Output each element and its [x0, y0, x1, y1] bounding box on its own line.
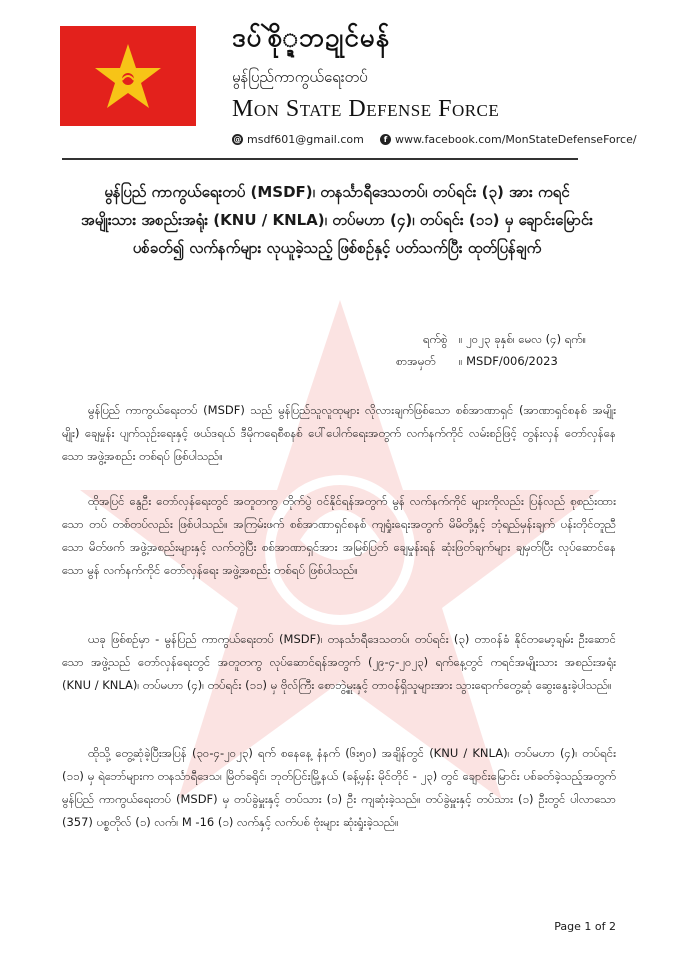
- facebook-text[interactable]: www.facebook.com/MonStateDefenseForce/: [395, 133, 637, 146]
- facebook-contact[interactable]: [380, 133, 637, 146]
- date-value: ။ ၂၀၂၃ ခုနှစ်၊ မေလ (၄) ရက်။: [459, 332, 587, 346]
- letterhead: [0, 0, 674, 170]
- header-divider: [62, 158, 578, 160]
- org-name-english: Mon State Defense Force: [232, 96, 500, 122]
- paragraph-4: ထိုသို့ တွေ့ဆုံခဲ့ပြီးအပြန် (၃၀-၄-၂၀၂၃) ရက် စနေနေ့ နံနက် (၆း၅၀) အချိန်တွင် (KNU / KNLA)၊ တပ်မဟာ (၄)၊ တပ်ရင်း (၁၁) မှ ရဲဘော်များက တနင်္သာရီဒေသ၊ မြိတ်ခရိုင်၊ ဘုတ်ပြင်းမြို့နယ် (ခန့်မှန်း မိုင်တိုင် - ၂၃) တွင် ချောင်းမြောင်း ပစ်ခတ်ခဲ့သည့်အတွက် မွန်ပြည် ကာကွယ်ရေးတပ် (MSDF) မှ တပ်ခွဲမှူးနှင့် တပ်သား (၁) ဦး ကျဆုံးခဲ့သည်။ တပ်ခွဲမှူးနှင့် တပ်သား (၁) ဦးတွင် ပါလာသော (357) ပစ္စတိုလ် (၁) လက်၊ M -16 (၁) လက်နှင့် လက်ပစ် ဗုံးများ ဆုံးရှုံးခဲ့သည်။: [62, 746, 616, 829]
- page-number: Page 1 of 2: [554, 920, 616, 933]
- paragraph-1: မွန်ပြည် ကာကွယ်ရေးတပ် (MSDF) သည် မွန်ပြည်သူလူထုများ လိုလားချက်ဖြစ်သော စစ်အာဏာရှင် (အာဏာရှင်စနစ် အမျိုးမျိုး) ချေမှုန်း ပျက်သုဉ်းရေးနှင့် ဖယ်ဒရယ် ဒီမိုကရေစီစနစ် ပေါ်ပေါက်ရေးအတွက် လက်နက်ကိုင် လမ်းစဥ်ဖြင့် တွန်းလှန် တော်လှန်နေသော အဖွဲ့အစည်း တစ်ရပ် ဖြစ်ပါသည်။: [62, 403, 616, 463]
- email-text[interactable]: msdf601@gmail.com: [247, 133, 364, 146]
- email-icon: @: [233, 135, 242, 144]
- facebook-icon: f: [380, 134, 391, 145]
- org-name-burmese: ဒပ်စိုဲ္ဍဘဍုင်မန်: [232, 23, 391, 53]
- mon-flag-icon: [60, 26, 196, 126]
- reference-label: စာအမှတ်: [396, 354, 436, 368]
- statement-title: မွန်ပြည် ကာကွယ်ရေးတပ် (MSDF)၊ တနင်္သာရီဒေသတပ်၊ တပ်ရင်း (၃) အား ကရင်အမျိုးသား အစည်းအရုံး (KNU / KNLA)၊ တပ်မဟာ (၄)၊ တပ်ရင်း (၁၁) မှ ချောင်းမြောင်း ပစ်ခတ်၍ လက်နက်များ လုယူခဲ့သည့် ဖြစ်စဥ်နှင့် ပတ်သက်ပြီး ထုတ်ပြန်ချက်: [81, 183, 593, 257]
- paragraph-2: ထိုအပြင် နွေဦး တော်လှန်ရေးတွင် အတူတကွ တိုက်ပွဲ ဝင်နိုင်ရန်အတွက် မွန် လက်နက်ကိုင် များကိုလည်း ပြန်လည် စုစည်းထားသော တပ် တစ်တပ်လည်း ဖြစ်ပါသည်။ အကြမ်းဖက် စစ်အာဏာရှင်စနစ် ကျရှုံးရေးအတွက် မိမိတို့နှင့် ဘုံရည်မှန်းချက် ပန်းတိုင်တူညီသော မိတ်ဖက် အဖွဲ့အစည်းများနှင့် လက်တွဲပြီး စစ်အာဏာရှင်အား အမြစ်ပြတ် ချေမှုန်းရန် ဆုံးဖြတ်ချက်များ ချမှတ်ပြီး လုပ်ဆောင်နေသော မွန် လက်နက်ကိုင် တော်လှန်ရေး အဖွဲ့အစည်း တစ်ရပ် ဖြစ်ပါသည်။: [62, 494, 616, 577]
- reference-value: ။ MSDF/006/2023: [459, 354, 558, 368]
- org-subtitle-burmese: မွန်ပြည်ကာကွယ်ရေးတပ်: [232, 68, 368, 86]
- email-contact[interactable]: [232, 133, 364, 146]
- paragraph-3: ယခု ဖြစ်စဥ်မှာ - မွန်ပြည် ကာကွယ်ရေးတပ် (MSDF)၊ တနင်္သာရီဒေသတပ်၊ တပ်ရင်း (၃) တာဝန်ခံ နိုင်တမော့ချမ်း ဦးဆောင်သော အဖွဲ့သည် တော်လှန်ရေးတွင် အတူတကွ လုပ်ဆောင်ရန်အတွက် (၂၉-၄-၂၀၂၃) ရက်နေ့တွင် ကရင်အမျိုးသား အစည်းအရုံး (KNU / KNLA)၊ တပ်မဟာ (၄)၊ တပ်ရင်း (၁၁) မှ ဗိုလ်ကြီး စောဘွဲ့မှူးနှင့် တာဝန်ရှိသူများအား သွားရောက်တွေ့ဆုံ ဆွေးနွေးခဲ့ပါသည်။: [62, 632, 616, 692]
- date-label: ရက်စွဲ: [423, 332, 448, 346]
